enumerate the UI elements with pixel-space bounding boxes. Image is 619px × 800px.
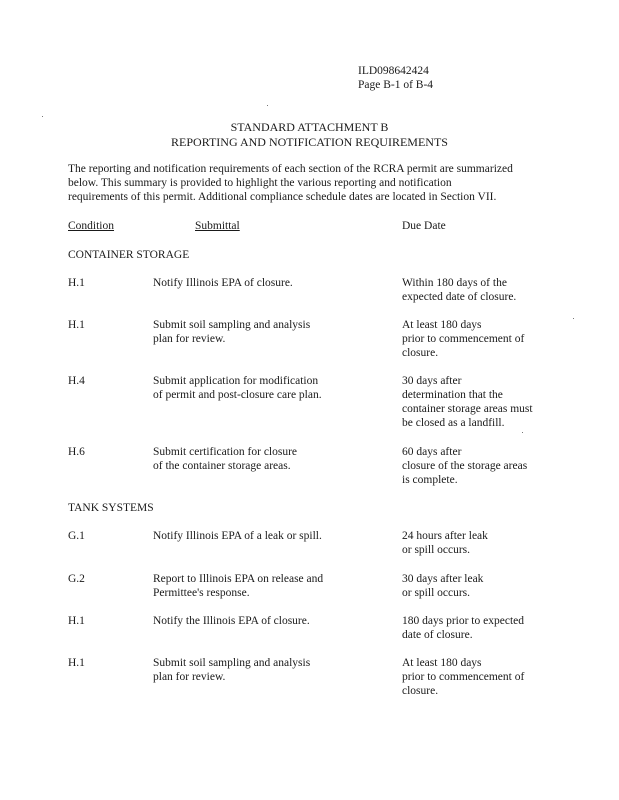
row-submittal <box>153 572 323 600</box>
submittal-line: Permittee's response. <box>153 587 250 599</box>
scan-speck <box>573 318 574 319</box>
document-id: ILD098642424 <box>358 65 429 77</box>
intro-line: below. This summary is provided to highlight the various reporting and notification <box>68 177 452 189</box>
submittal-line: Submit certification for closure <box>153 446 298 458</box>
row-due-date <box>402 614 524 642</box>
submittal-line: Notify Illinois EPA of a leak or spill. <box>153 530 322 542</box>
submittal-line: of permit and post-closure care plan. <box>153 389 322 401</box>
submittal-line: of the container storage areas. <box>153 460 291 472</box>
row-submittal <box>153 614 310 628</box>
row-due-date <box>402 529 488 557</box>
column-header-due-date: Due Date <box>402 220 446 232</box>
row-submittal <box>153 656 310 684</box>
row-condition: G.2 <box>68 573 85 585</box>
due-line: closure. <box>402 347 439 359</box>
due-line: Within 180 days of the <box>402 277 507 289</box>
submittal-line: Submit soil sampling and analysis <box>153 319 311 331</box>
row-due-date <box>402 276 516 304</box>
due-line: 30 days after <box>402 375 462 387</box>
submittal-line: Notify Illinois EPA of closure. <box>153 277 293 289</box>
submittal-line: plan for review. <box>153 333 226 345</box>
scan-speck <box>522 432 523 433</box>
submittal-line: Submit application for modification <box>153 375 319 387</box>
column-header-submittal-label: Submittal <box>195 220 240 232</box>
row-due-date <box>402 572 483 600</box>
row-condition: G.1 <box>68 530 85 542</box>
section-heading-tank-systems: TANK SYSTEMS <box>68 502 154 514</box>
page-title: STANDARD ATTACHMENT B <box>230 120 389 134</box>
row-submittal <box>153 374 322 402</box>
page-number: Page B-1 of B-4 <box>358 79 434 91</box>
row-due-date <box>402 656 524 698</box>
due-line: or spill occurs. <box>402 587 471 599</box>
row-submittal <box>153 276 293 290</box>
row-submittal <box>153 318 310 346</box>
column-header-condition: Condition <box>68 220 115 232</box>
section-heading-container-storage: CONTAINER STORAGE <box>68 249 190 261</box>
row-due-date <box>402 445 527 487</box>
row-condition: H.1 <box>68 657 85 669</box>
due-line: date of closure. <box>402 629 473 641</box>
intro-paragraph <box>68 162 548 204</box>
intro-line: requirements of this permit. Additional compliance schedule dates are located in Section VII. <box>68 191 497 203</box>
submittal-line: Notify the Illinois EPA of closure. <box>153 615 310 627</box>
due-line: prior to commencement of <box>402 671 525 683</box>
submittal-line: plan for review. <box>153 671 226 683</box>
due-line: determination that the <box>402 389 503 401</box>
row-condition: H.1 <box>68 319 85 331</box>
scan-speck <box>42 116 43 117</box>
due-line: be closed as a landfill. <box>402 417 505 429</box>
due-line: 30 days after leak <box>402 573 484 585</box>
due-line: is complete. <box>402 474 458 486</box>
row-submittal <box>153 529 322 543</box>
due-line: prior to commencement of <box>402 333 525 345</box>
due-line: closure of the storage areas <box>402 460 528 472</box>
row-condition: H.1 <box>68 277 85 289</box>
scan-speck <box>267 105 268 106</box>
row-condition: H.6 <box>68 446 85 458</box>
row-condition: H.1 <box>68 615 85 627</box>
due-line: or spill occurs. <box>402 544 471 556</box>
page-subtitle: REPORTING AND NOTIFICATION REQUIREMENTS <box>171 135 448 149</box>
submittal-line: Report to Illinois EPA on release and <box>153 573 324 585</box>
due-line: 60 days after <box>402 446 462 458</box>
due-line: container storage areas must <box>402 403 533 415</box>
due-line: expected date of closure. <box>402 291 517 303</box>
column-header-submittal <box>153 219 282 233</box>
due-line: At least 180 days <box>402 319 482 331</box>
due-line: 180 days prior to expected <box>402 615 524 627</box>
submittal-line: Submit soil sampling and analysis <box>153 657 311 669</box>
row-due-date <box>402 374 533 430</box>
intro-line: The reporting and notification requirements of each section of the RCRA permit are summarized <box>68 163 513 175</box>
row-condition: H.4 <box>68 375 85 387</box>
due-line: closure. <box>402 685 439 697</box>
row-submittal <box>153 445 297 473</box>
due-line: At least 180 days <box>402 657 482 669</box>
row-due-date <box>402 318 524 360</box>
due-line: 24 hours after leak <box>402 530 488 542</box>
